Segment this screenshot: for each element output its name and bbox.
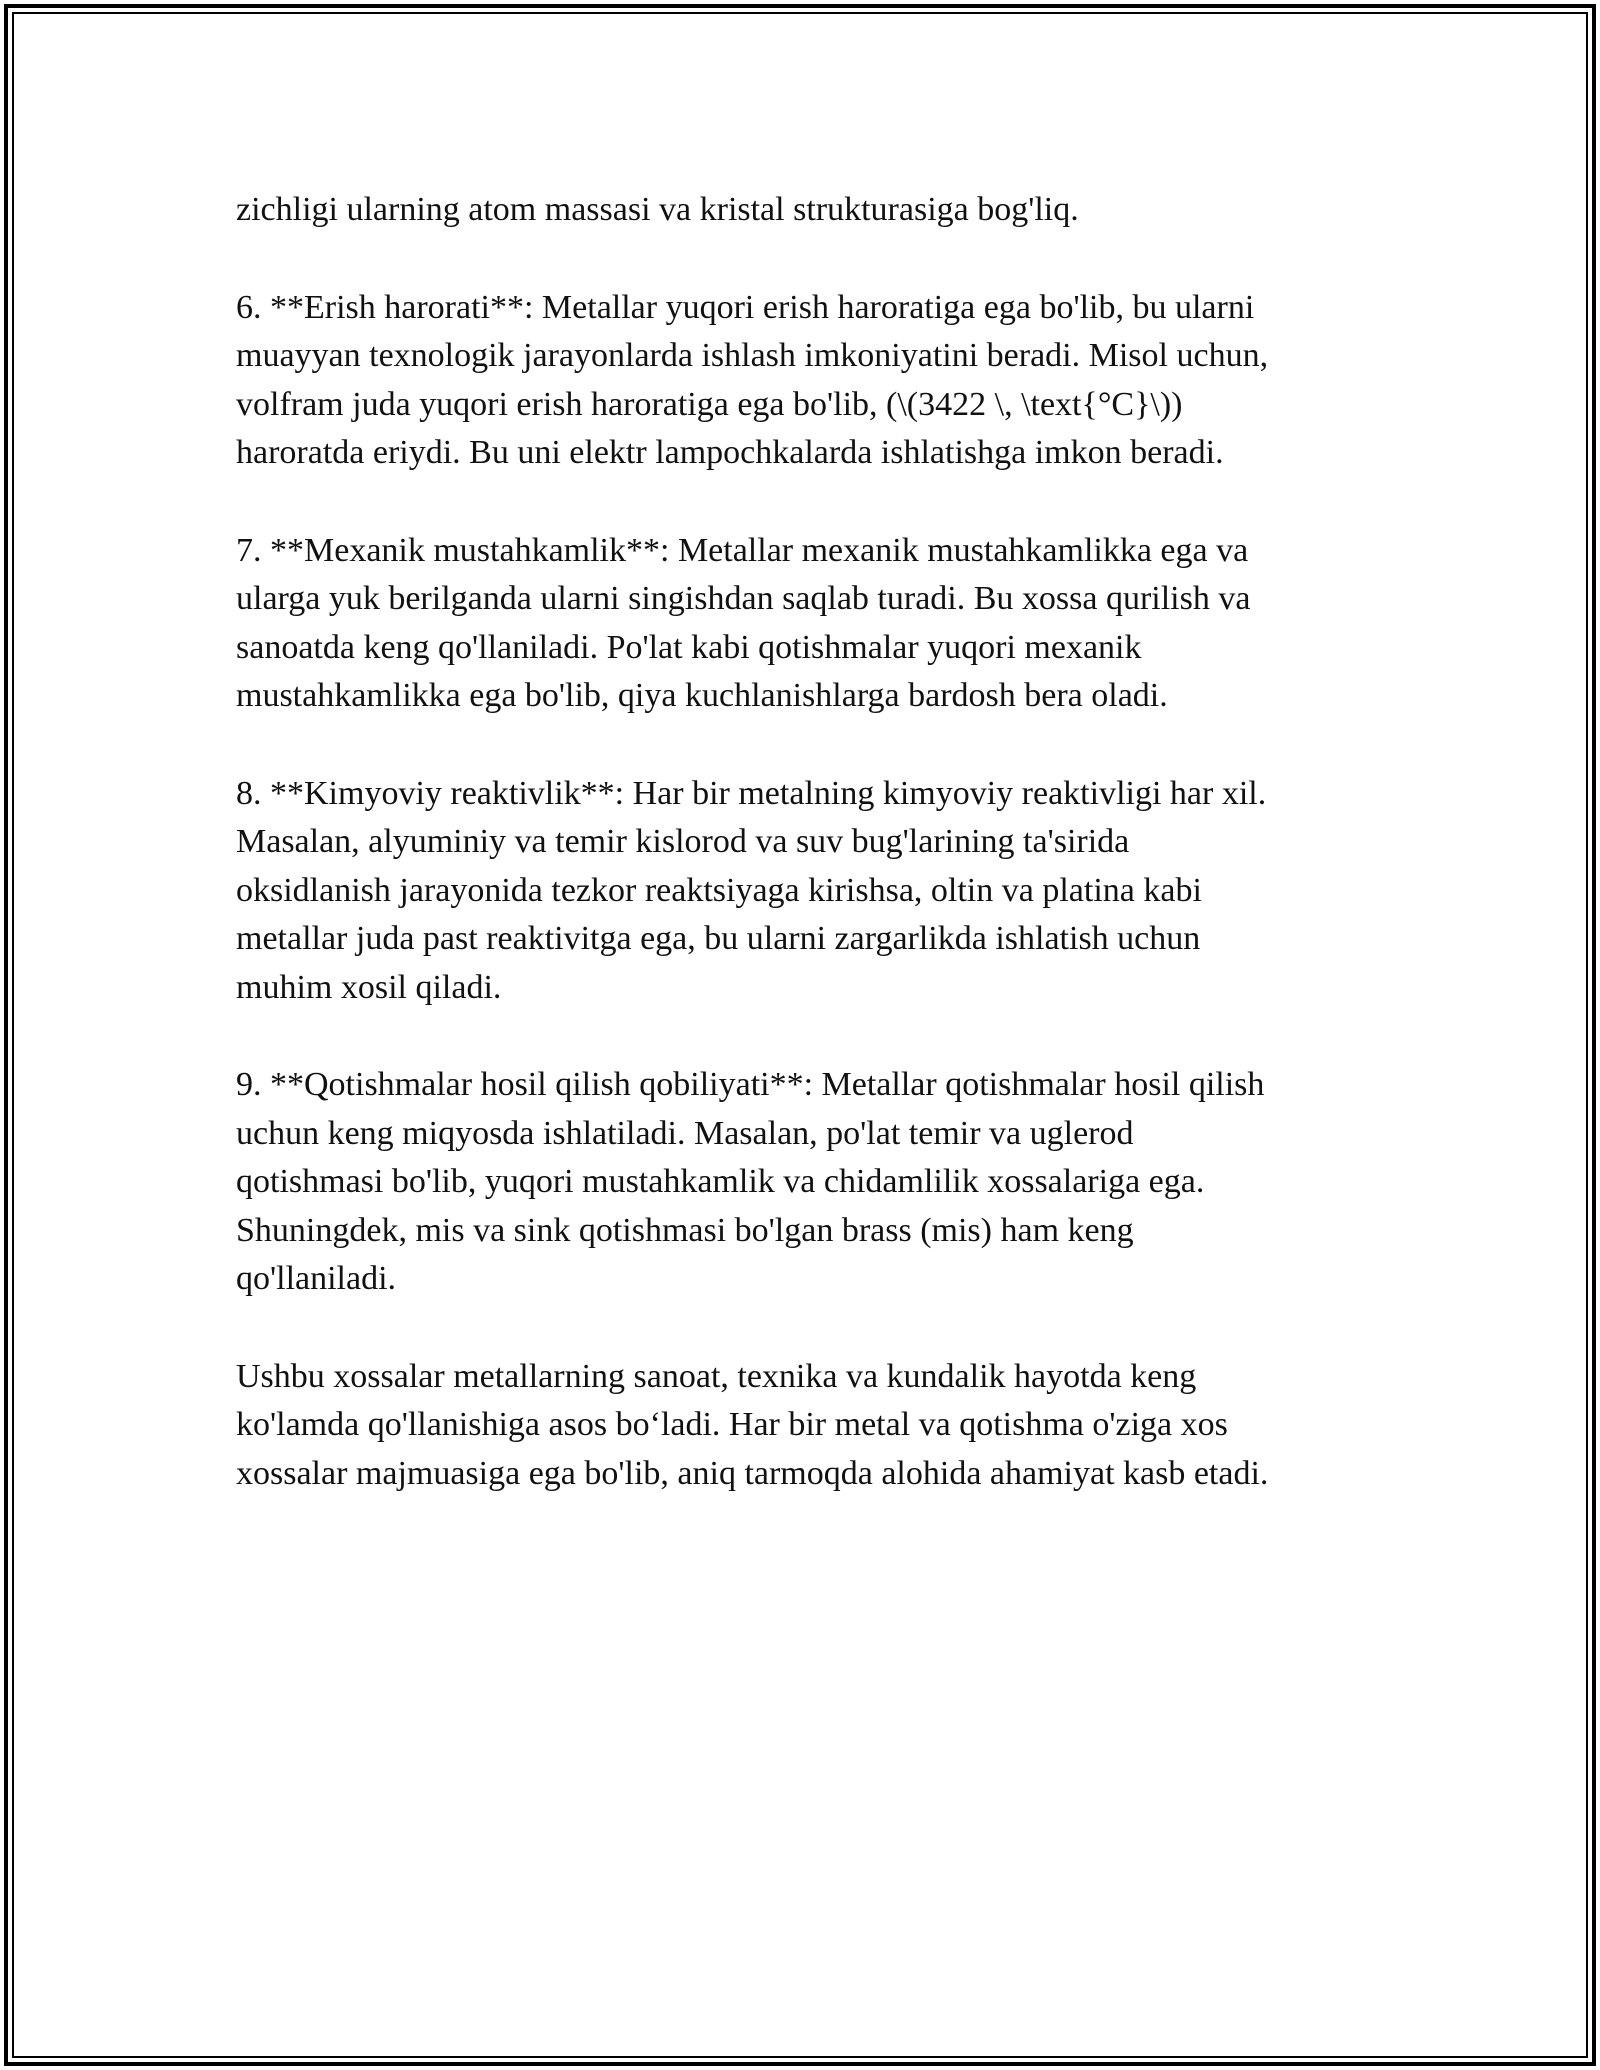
text-line: 7. **Mexanik mustahkamlik**: Metallar mexanik mustahkamlikka ega va — [236, 531, 1249, 569]
text-line: muhim xosil qiladi. — [236, 968, 502, 1006]
text-line: qotishmasi bo'lib, yuqori mustahkamlik va chidamlilik xossalariga ega. — [236, 1163, 1205, 1200]
paragraph-density-continuation — [236, 186, 1376, 235]
text-line: volfram juda yuqori erish haroratiga ega bo'lib, (\(3422 \, \text{°C}\)) — [236, 385, 1183, 423]
text-line: 9. **Qotishmalar hosil qilish qobiliyati**: Metallar qotishmalar hosil qilish — [236, 1066, 1265, 1103]
paragraph-alloy-formation — [236, 1061, 1376, 1304]
text-line: Shuningdek, mis va sink qotishmasi bo'lgan brass (mis) ham keng — [236, 1211, 1134, 1249]
text-line: qo'llaniladi. — [236, 1260, 397, 1297]
text-line: Ushbu xossalar metallarning sanoat, texnika va kundalik hayotda keng — [236, 1357, 1197, 1395]
text-line: haroratda eriydi. Bu uni elektr lampochkalarda ishlatishga imkon beradi. — [236, 434, 1224, 471]
text-line: ko'lamda qo'llanishiga asos bo‘ladi. Har bir metal va qotishma o'ziga xos — [236, 1406, 1228, 1443]
paragraph-chemical-reactivity — [236, 770, 1376, 1013]
paragraph-melting-point — [236, 284, 1376, 478]
text-line: muayyan texnologik jarayonlarda ishlash imkoniyatini beradi. Misol uchun, — [236, 337, 1269, 374]
text-line: mustahkamlikka ega bo'lib, qiya kuchlanishlarga bardosh bera oladi. — [236, 677, 1168, 714]
text-line: uchun keng miqyosda ishlatiladi. Masalan, po'lat temir va uglerod — [236, 1114, 1134, 1152]
paragraph-mechanical-strength — [236, 527, 1376, 721]
text-line: Masalan, alyuminiy va temir kislorod va suv bug'larining ta'sirida — [236, 823, 1130, 860]
text-line: zichligi ularning atom massasi va kristal strukturasiga bog'liq. — [236, 191, 1079, 228]
text-line: sanoatda keng qo'llaniladi. Po'lat kabi qotishmalar yuqori mexanik — [236, 628, 1142, 666]
document-body — [236, 186, 1376, 1547]
paragraph-conclusion — [236, 1353, 1376, 1499]
text-line: xossalar majmuasiga ega bo'lib, aniq tarmoqda alohida ahamiyat kasb etadi. — [236, 1454, 1269, 1492]
text-line: 8. **Kimyoviy reaktivlik**: Har bir metalning kimyoviy reaktivligi har xil. — [236, 774, 1267, 812]
text-line: ularga yuk berilganda ularni singishdan saqlab turadi. Bu xossa qurilish va — [236, 580, 1251, 617]
text-line: oksidlanish jarayonida tezkor reaktsiyaga kirishsa, oltin va platina kabi — [236, 871, 1202, 909]
text-line: 6. **Erish harorati**: Metallar yuqori erish haroratiga ega bo'lib, bu ularni — [236, 288, 1255, 326]
text-line: metallar juda past reaktivitga ega, bu ularni zargarlikda ishlatish uchun — [236, 920, 1201, 957]
